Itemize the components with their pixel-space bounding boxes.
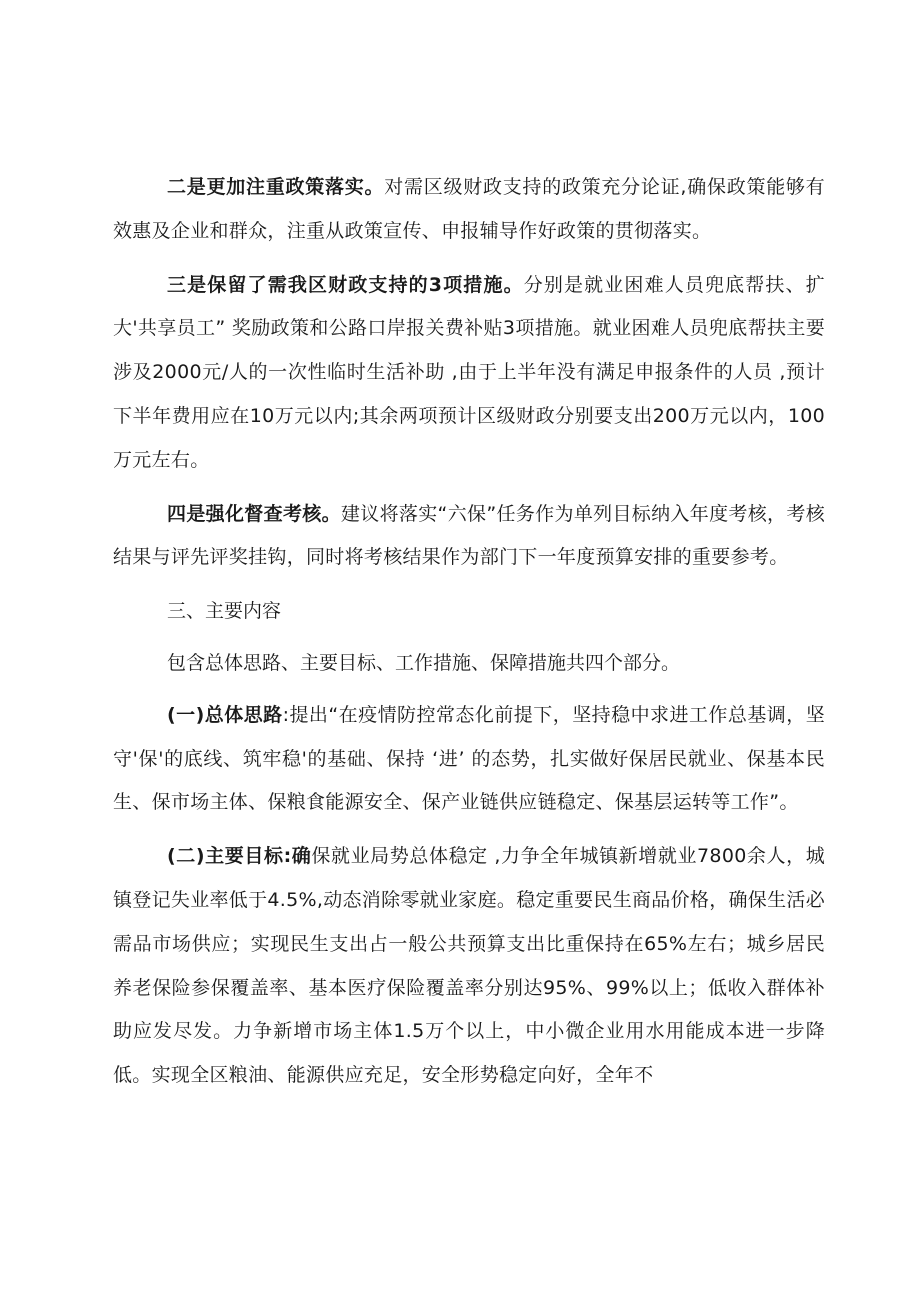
paragraph-lead: 四是强化督查考核。 [167,502,341,525]
item-text: 保就业局势总体稳定 ,力争全年城镇新增就业7800余人，城镇登记失业率低于4.5%,动态消除零就业家庭。稳定重要民生商品价格，确保生活必需品市场供应；实现民生支出占一般公共预算支出比重保持在65%左右；城乡居民养老保险参保覆盖率、基本医疗保险覆盖率分别达95%、99%以上；低收入群体补助应发尽发。力争新增市场主体1.5万个以上，中小微企业用水用能成本进一步降低。实现全区粮油、能源供应充足，安全形势稳定向好，全年不 [113,845,826,1087]
document-body [113,166,825,1108]
paragraph-lead: 二是更加注重政策落实。 [167,176,385,198]
section-intro: 包含总体思路、主要目标、工作措施、保障措施共四个部分。 [167,651,681,674]
item-lead: (二)主要目标:确 [167,845,312,868]
paragraph-supervision [113,493,825,581]
item-main-goals [113,835,825,1098]
section-heading: 三、主要内容 [167,600,282,623]
paragraph-text: 建议将落实“六保”任务作为单列目标纳入年度考核，考核结果与评先评奖挂钩，同时将考核结果作为部门下一年度预算安排的重要参考。 [113,502,825,569]
paragraph-lead: 三是保留了需我区财政支持的3项措施。 [167,273,524,296]
paragraph-retained-measures [113,264,825,483]
item-overall-approach [113,694,825,825]
paragraph-policy-implementation [113,166,825,254]
paragraph-text: 对需区级财政支持的政策充分论证,确保政策能够有效惠及企业和群众，注重从政策宣传、申报辅导作好政策的贯彻落实。 [113,176,825,242]
paragraph-text: 分别是就业困难人员兜底帮扶、扩大'共享员工” 奖励政策和公路口岸报关费补贴3项措施。就业困难人员兜底帮扶主要涉及2000元/人的一次性临时生活补助 ,由于上半年没有满足申报条件的人员 ,预计下半年费用应在10万元以内;其余两项预计区级财政分别要支出200万元以内，100万元左右。 [113,273,825,471]
item-lead: (一)总体思路 [167,703,283,726]
item-text: :提出“在疫情防控常态化前提下，坚持稳中求进工作总基调，坚守'保'的底线、筑牢稳'的基础、保持 ‘进’ 的态势，扎实做好保居民就业、保基本民生、保市场主体、保粮食能源安全、保产业链供应链稳定、保基层运转等工作”。 [113,703,826,814]
